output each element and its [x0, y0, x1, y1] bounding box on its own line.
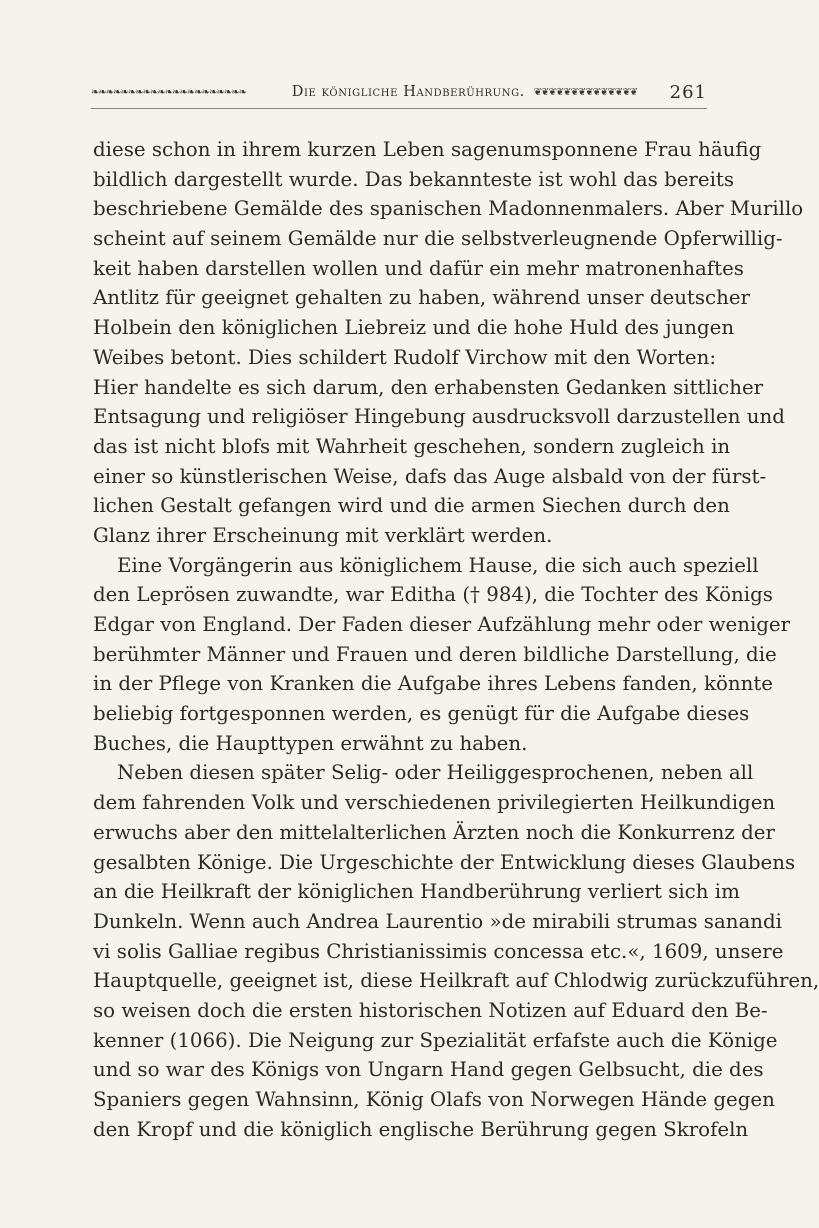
text-line: das ist nicht blofs mit Wahrheit geschehen, sondern zugleich in — [93, 434, 731, 458]
text-line: Entsagung und religiöser Hingebung ausdrucksvoll darzustellen und — [93, 405, 785, 429]
body-text — [93, 135, 819, 1144]
text-line: vi solis Galliae regibus Christianissimis concessa etc.«, 1609, unsere — [93, 939, 784, 963]
text-line: dem fahrenden Volk und verschiedenen privilegierten Heilkundigen — [93, 791, 776, 815]
text-line: kenner (1066). Die Neigung zur Spezialität erfafste auch die Könige — [93, 1028, 778, 1052]
text-line: Hauptquelle, geeignet ist, diese Heilkraft auf Chlodwig zurückzuführen, — [93, 969, 819, 993]
text-line: gesalbten Könige. Die Urgeschichte der Entwicklung dieses Glaubens — [93, 850, 796, 874]
header-ornament-left: ❧❧❧❧❧❧❧❧❧❧❧❧❧❧❧❧❧❧❧❧❧ — [91, 86, 246, 98]
header-rule — [91, 108, 707, 109]
text-line: Eine Vorgängerin aus königlichem Hause, die sich auch speziell — [117, 553, 759, 577]
text-line: keit haben darstellen wollen und dafür ein mehr matronenhaftes — [93, 256, 744, 280]
text-line: Buches, die Haupttypen erwähnt zu haben. — [93, 731, 528, 755]
text-line: Neben diesen später Selig- oder Heiliggesprochenen, neben all — [117, 761, 754, 785]
text-line: Edgar von England. Der Faden dieser Aufzählung mehr oder weniger — [93, 613, 791, 636]
text-line: an die Heilkraft der königlichen Handberührung verliert sich im — [93, 880, 740, 904]
text-line: Glanz ihrer Erscheinung mit verklärt werden. — [93, 523, 553, 547]
text-line: beliebig fortgesponnen werden, es genügt für die Aufgabe dieses — [93, 702, 750, 726]
text-line: einer so künstlerischen Weise, dafs das Auge alsbald von der fürst- — [93, 464, 767, 488]
header-ornament-right: ❦❦❦❦❦❦❦❦❦❦❦❦❦❦ — [533, 86, 637, 98]
text-line: diese schon in ihrem kurzen Leben sagenumsponnene Frau häufig — [93, 138, 762, 161]
text-line: Hier handelte es sich darum, den erhabensten Gedanken sittlicher — [93, 375, 764, 399]
text-line: beschriebene Gemälde des spanischen Madonnenmalers. Aber Murillo — [93, 197, 804, 221]
text-line: erwuchs aber den mittelalterlichen Ärzten noch die Konkurrenz der — [93, 820, 775, 844]
text-line: Antlitz für geeignet gehalten zu haben, während unser deutscher — [93, 286, 751, 310]
text-line: den Leprösen zuwandte, war Editha († 984), die Tochter des Königs — [93, 583, 773, 607]
text-line: so weisen doch die ersten historischen Notizen auf Eduard den Be- — [93, 998, 768, 1022]
text-line: Dunkeln. Wenn auch Andrea Laurentio »de mirabili strumas sanandi — [93, 909, 783, 933]
running-header — [91, 80, 707, 104]
text-line: den Kropf und die königlich englische Berührung gegen Skrofeln — [93, 1117, 749, 1141]
text-line: Holbein den königlichen Liebreiz und die hohe Huld des jungen — [93, 316, 735, 340]
text-line: Spaniers gegen Wahnsinn, König Olafs von Norwegen Hände gegen — [93, 1088, 775, 1111]
text-line: scheint auf seinem Gemälde nur die selbstverleugnende Opferwillig- — [93, 227, 783, 251]
text-line: lichen Gestalt gefangen wird und die armen Siechen durch den — [93, 494, 730, 518]
running-title: Die königliche Handberührung. — [291, 84, 525, 100]
text-line: Weibes betont. Dies schildert Rudolf Virchow mit den Worten: — [93, 345, 717, 369]
text-line: bildlich dargestellt wurde. Das bekannteste ist wohl das bereits — [93, 167, 735, 191]
text-line: berühmter Männer und Frauen und deren bildliche Darstellung, die — [93, 642, 777, 666]
page-number: 261 — [669, 81, 707, 103]
text-line: in der Pflege von Kranken die Aufgabe ihres Lebens fanden, könnte — [93, 672, 774, 696]
text-line: und so war des Königs von Ungarn Hand gegen Gelbsucht, die des — [93, 1058, 764, 1082]
